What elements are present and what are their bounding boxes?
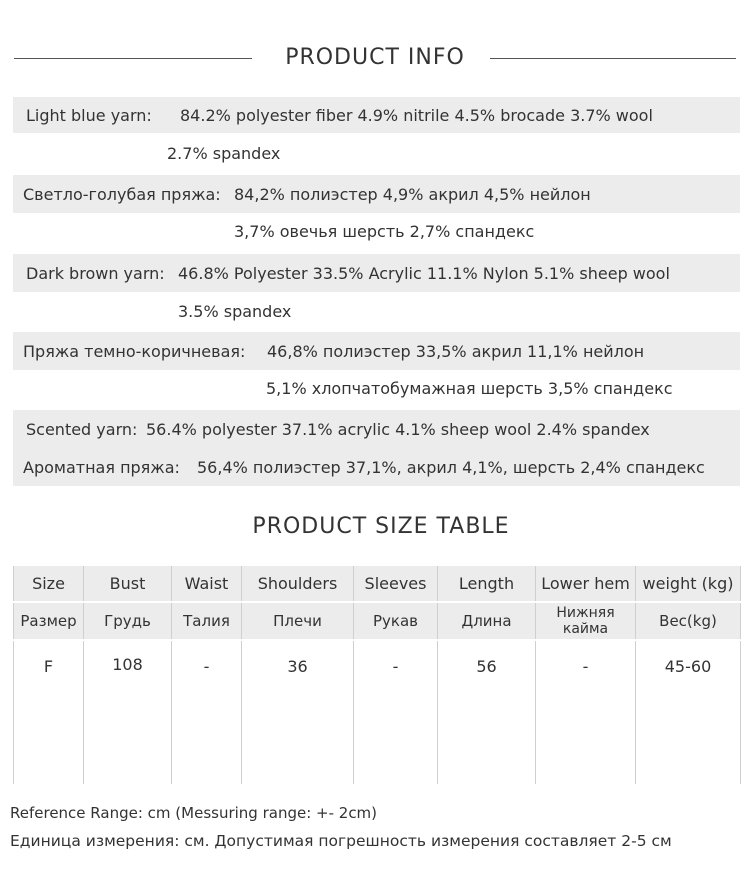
info-row [13, 410, 740, 448]
table-header-row-en [14, 566, 741, 602]
info-text: 46.8% Polyester 33.5% Acrylic 11.1% Nylon 5.1% sheep wool [178, 263, 670, 283]
info-text: 84.2% polyester fiber 4.9% nitrile 4.5% brocade 3.7% wool [180, 105, 653, 125]
cell-sleeves: - [354, 640, 438, 784]
header-lower-hem: Lower hem [536, 566, 636, 602]
info-row [13, 175, 740, 213]
info-text: 5,1% хлопчатобумажная шерсть 3,5% спандекс [266, 378, 673, 398]
info-label: Dark brown yarn: [26, 263, 165, 283]
info-text: 56.4% polyester 37.1% acrylic 4.1% sheep wool 2.4% spandex [146, 419, 650, 439]
size-table-title: PRODUCT SIZE TABLE [252, 514, 510, 539]
info-text: 46,8% полиэстер 33,5% акрил 11,1% нейлон [267, 341, 645, 361]
info-label: Ароматная пряжа: [23, 457, 180, 477]
info-label: Светло-голубая пряжа: [23, 184, 221, 204]
cell-bust: 108 [84, 640, 172, 784]
info-row [13, 135, 740, 171]
cell-waist: - [172, 640, 242, 784]
info-text: 2.7% spandex [167, 143, 281, 163]
info-row [13, 254, 740, 292]
measurement-unit-note-ru: Единица измерения: см. Допустимая погрешность измерения составляет 2-5 см [10, 832, 672, 850]
info-row [13, 97, 740, 133]
info-row [13, 448, 740, 486]
header-bust: Bust [84, 566, 172, 602]
header-length: Length [438, 566, 536, 602]
header-shoulders: Shoulders [242, 566, 354, 602]
header-size: Size [14, 566, 84, 602]
info-label: Scented yarn: [26, 419, 138, 439]
product-info-title: PRODUCT INFO [285, 45, 465, 70]
info-text: 3.5% spandex [178, 301, 292, 321]
header-ru-waist: Талия [172, 602, 242, 640]
cell-size: F [14, 640, 84, 784]
table-row [14, 640, 741, 784]
table-header-row-ru [14, 602, 741, 640]
info-text: 56,4% полиэстер 37,1%, акрил 4,1%, шерсть 2,4% спандекс [197, 457, 705, 477]
cell-shoulders: 36 [242, 640, 354, 784]
header-ru-weight: Вес(kg) [636, 602, 741, 640]
cell-length: 56 [438, 640, 536, 784]
size-table [13, 566, 741, 784]
info-row [13, 332, 740, 370]
header-ru-shoulders: Плечи [242, 602, 354, 640]
reference-range-note: Reference Range: cm (Messuring range: +- 2cm) [10, 804, 378, 822]
header-weight: weight (kg) [636, 566, 741, 602]
info-label: Light blue yarn: [26, 105, 152, 125]
info-row [13, 213, 740, 249]
info-label: Пряжа темно-коричневая: [23, 341, 246, 361]
cell-weight: 45-60 [636, 640, 741, 784]
info-text: 3,7% овечья шерсть 2,7% спандекс [234, 221, 535, 241]
header-ru-length: Длина [438, 602, 536, 640]
header-ru-size: Размер [14, 602, 84, 640]
header-ru-sleeves: Рукав [354, 602, 438, 640]
header-sleeves: Sleeves [354, 566, 438, 602]
info-row [13, 292, 740, 330]
header-waist: Waist [172, 566, 242, 602]
header-ru-lower-hem: Нижняя кайма [536, 602, 636, 640]
header-ru-bust: Грудь [84, 602, 172, 640]
info-row [13, 370, 740, 406]
cell-lower-hem: - [536, 640, 636, 784]
info-text: 84,2% полиэстер 4,9% акрил 4,5% нейлон [234, 184, 591, 204]
